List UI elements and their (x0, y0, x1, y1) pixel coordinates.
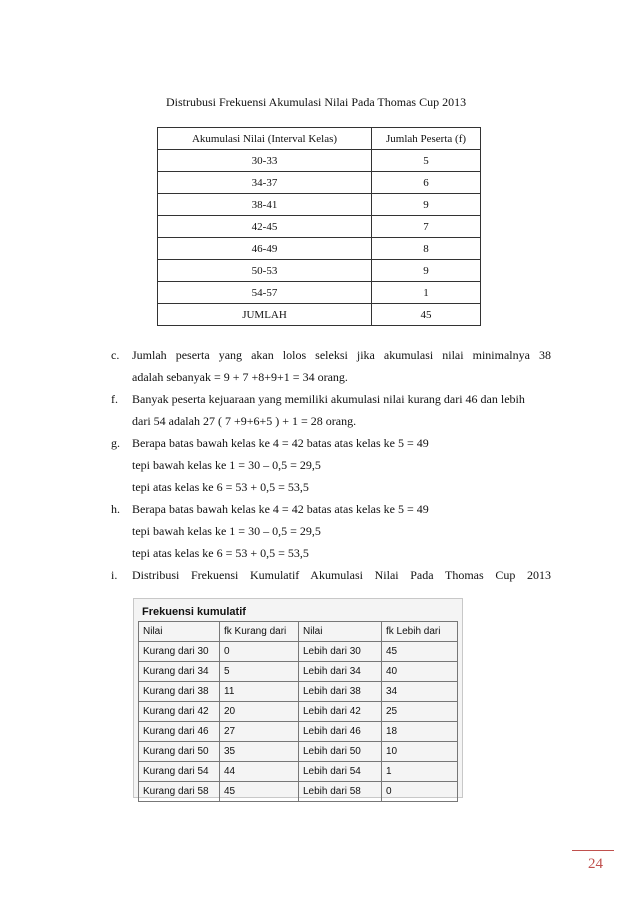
table-row (139, 642, 458, 662)
table-cell: 5 (220, 662, 299, 682)
item-text: Jumlah peserta yang akan lolos seleksi jika akumulasi nilai minimalnya 38 (132, 348, 551, 362)
table-cell: 20 (220, 702, 299, 722)
page-number: 24 (588, 856, 603, 872)
table-cell: 50-53 (158, 260, 372, 282)
column-header: Nilai (139, 622, 220, 642)
table-cell: Lebih dari 58 (299, 782, 382, 802)
table-cell: 35 (220, 742, 299, 762)
item-text: tepi atas kelas ke 6 = 53 + 0,5 = 53,5 (132, 480, 309, 494)
cumulative-frequency-figure (133, 598, 463, 798)
table-row (158, 282, 481, 304)
table-cell: Kurang dari 50 (139, 742, 220, 762)
table-row (139, 782, 458, 802)
table-cell: Kurang dari 38 (139, 682, 220, 702)
table-cell: 1 (372, 282, 481, 304)
table-cell: Lebih dari 34 (299, 662, 382, 682)
table-cell: 45 (372, 304, 481, 326)
table-cell: 1 (382, 762, 458, 782)
table-cell: Lebih dari 42 (299, 702, 382, 722)
table-cell: 9 (372, 194, 481, 216)
item-label: f. (111, 392, 118, 406)
item-label: i. (111, 568, 118, 582)
column-header: fk Lebih dari (382, 622, 458, 642)
table-cell: 6 (372, 172, 481, 194)
table-cell: Lebih dari 46 (299, 722, 382, 742)
table-cell: JUMLAH (158, 304, 372, 326)
item-text: dari 54 adalah 27 ( 7 +9+6+5 ) + 1 = 28 orang. (132, 414, 357, 428)
table-cell: 45 (382, 642, 458, 662)
table-cell: Kurang dari 34 (139, 662, 220, 682)
table-cell: Kurang dari 42 (139, 702, 220, 722)
figure-title: Frekuensi kumulatif (142, 606, 246, 618)
table-cell: 34 (382, 682, 458, 702)
table-cell: 40 (382, 662, 458, 682)
table-row (139, 662, 458, 682)
table-cell: Kurang dari 54 (139, 762, 220, 782)
table-cell: 42-45 (158, 216, 372, 238)
table-row (158, 216, 481, 238)
table-cell: 0 (220, 642, 299, 662)
table-cell: 30-33 (158, 150, 372, 172)
table-row (139, 762, 458, 782)
table-cell: 38-41 (158, 194, 372, 216)
table-row (139, 742, 458, 762)
answer-item-f (111, 388, 551, 432)
page-title: Distrubusi Frekuensi Akumulasi Nilai Pada Thomas Cup 2013 (166, 95, 467, 109)
table-cell: Lebih dari 30 (299, 642, 382, 662)
item-text: tepi atas kelas ke 6 = 53 + 0,5 = 53,5 (132, 546, 309, 560)
table-cell: 27 (220, 722, 299, 742)
table-cell: Lebih dari 50 (299, 742, 382, 762)
table-cell: Kurang dari 58 (139, 782, 220, 802)
table-cell: 8 (372, 238, 481, 260)
frequency-table (157, 127, 481, 326)
table-cell: 11 (220, 682, 299, 702)
table-cell: 0 (382, 782, 458, 802)
table-cell: 44 (220, 762, 299, 782)
table-header-row (139, 622, 458, 642)
table-row (139, 682, 458, 702)
table-cell: 9 (372, 260, 481, 282)
table-row (158, 194, 481, 216)
column-header: Jumlah Peserta (f) (372, 128, 481, 150)
table-row (139, 702, 458, 722)
answer-item-h (111, 498, 551, 564)
table-cell: 7 (372, 216, 481, 238)
cumulative-frequency-table (138, 621, 458, 802)
page-number-rule (572, 850, 614, 851)
table-row (158, 260, 481, 282)
table-header-row (158, 128, 481, 150)
table-cell: 45 (220, 782, 299, 802)
column-header: fk Kurang dari (220, 622, 299, 642)
table-cell: 25 (382, 702, 458, 722)
table-row (158, 238, 481, 260)
column-header: Akumulasi Nilai (Interval Kelas) (158, 128, 372, 150)
item-label: g. (111, 436, 120, 450)
item-text: Berapa batas bawah kelas ke 4 = 42 batas atas kelas ke 5 = 49 (132, 436, 429, 450)
table-cell: 5 (372, 150, 481, 172)
item-text: tepi bawah kelas ke 1 = 30 – 0,5 = 29,5 (132, 458, 321, 472)
column-header: Nilai (299, 622, 382, 642)
item-label: h. (111, 502, 120, 516)
table-total-row (158, 304, 481, 326)
item-text: tepi bawah kelas ke 1 = 30 – 0,5 = 29,5 (132, 524, 321, 538)
table-row (139, 722, 458, 742)
table-row (158, 150, 481, 172)
item-label: c. (111, 348, 120, 362)
table-cell: Lebih dari 54 (299, 762, 382, 782)
table-cell: 10 (382, 742, 458, 762)
answer-item-c (111, 344, 551, 388)
table-cell: 54-57 (158, 282, 372, 304)
item-text: adalah sebanyak = 9 + 7 +8+9+1 = 34 orang. (132, 370, 348, 384)
table-cell: 34-37 (158, 172, 372, 194)
table-cell: Lebih dari 38 (299, 682, 382, 702)
table-cell: 18 (382, 722, 458, 742)
item-text: Distribusi Frekuensi Kumulatif Akumulasi Nilai Pada Thomas Cup 2013 (132, 568, 551, 582)
item-text: Berapa batas bawah kelas ke 4 = 42 batas atas kelas ke 5 = 49 (132, 502, 429, 516)
table-cell: Kurang dari 46 (139, 722, 220, 742)
answer-item-i (111, 564, 551, 586)
answer-list (111, 344, 551, 586)
table-cell: 46-49 (158, 238, 372, 260)
item-text: Banyak peserta kejuaraan yang memiliki akumulasi nilai kurang dari 46 dan lebih (132, 392, 525, 406)
table-row (158, 172, 481, 194)
table-cell: Kurang dari 30 (139, 642, 220, 662)
answer-item-g (111, 432, 551, 498)
